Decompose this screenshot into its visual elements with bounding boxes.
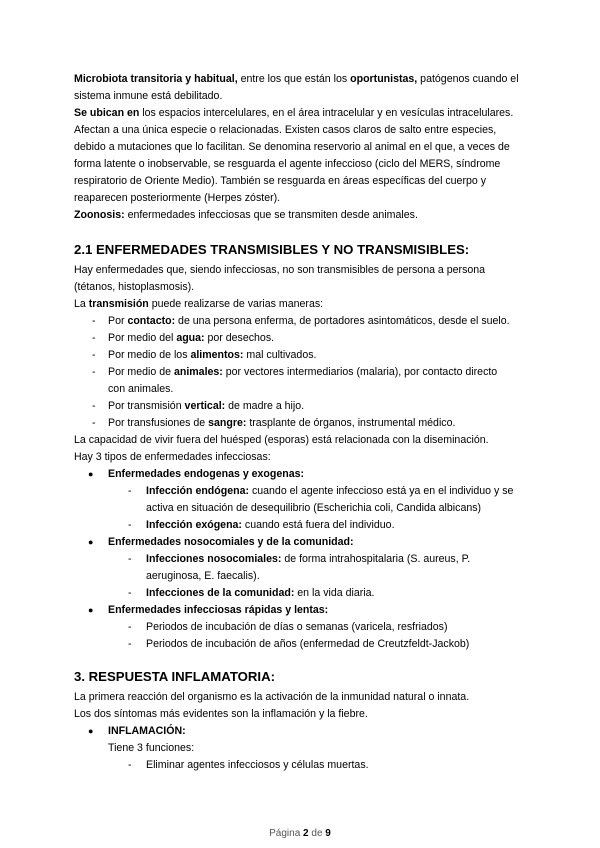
intro-line-3: Se ubican en los espacios intercelulares, en el área intracelular y en vesículas intracelulares. [74,107,514,119]
bullet-rapidas-lentas: Enfermedades infecciosas rápidas y lentas: [108,604,329,616]
s2-p1: Hay enfermedades que, siendo infecciosas, no son transmisibles de persona a persona [74,264,486,276]
dash-marker: - [128,759,132,771]
section-3-heading: 3. RESPUESTA INFLAMATORIA: [74,669,275,684]
list-item: Por transfusiones de sangre: trasplante de órganos, instrumental médico. [108,417,456,429]
s2-p2: (tétanos, histoplasmosis). [74,281,195,293]
list-item-continuation: con animales. [108,383,174,395]
dash-marker: - [92,417,96,429]
sub-item-nosocomiales: Infecciones nosocomiales: de forma intrahospitalaria (S. aureus, P. [146,553,471,565]
list-item: Por contacto: de una persona enferma, de portadores asintomáticos, desde el suelo. [108,315,510,327]
bullet-marker: ● [88,605,94,615]
zoonosis-line: Zoonosis: enfermedades infecciosas que se transmiten desde animales. [74,209,418,221]
list-item: Por medio de animales: por vectores intermediarios (malaria), por contacto directo [108,366,498,378]
list-item: Por medio de los alimentos: mal cultivados. [108,349,317,361]
s2-p3: La transmisión puede realizarse de varias maneras: [74,298,324,310]
bullet-endogenas: Enfermedades endogenas y exogenas: [108,468,305,480]
bullet-marker: ● [88,726,94,736]
sub-item-dias: Periodos de incubación de días o semanas (varicela, resfriados) [146,621,448,633]
s2-p5: Hay 3 tipos de enfermedades infecciosas: [74,451,271,463]
dash-marker: - [128,485,132,497]
sub-item-exogena: Infección exógena: cuando está fuera del individuo. [146,519,395,531]
dash-marker: - [92,400,96,412]
dash-marker: - [128,638,132,650]
dash-marker: - [92,366,96,378]
sub-item-endogena: Infección endógena: cuando el agente infeccioso está ya en el individuo y se [146,485,514,497]
list-item: Por medio del agua: por desechos. [108,332,275,344]
intro-line-1: Microbiota transitoria y habitual, entre los que están los oportunistas, patógenos cuando el [74,73,519,85]
inflamacion-text: Tiene 3 funciones: [108,742,195,754]
s3-p2: Los dos síntomas más evidentes son la inflamación y la fiebre. [74,708,368,720]
sub-item-eliminar: Eliminar agentes infecciosos y células muertas. [146,759,369,771]
dash-marker: - [128,587,132,599]
page-footer: Página 2 de 9 [269,828,331,839]
sub-item-nosocomiales-cont: aeruginosa, E. faecalis). [146,570,260,582]
bullet-marker: ● [88,537,94,547]
bullet-marker: ● [88,469,94,479]
s2-p4: La capacidad de vivir fuera del huésped (esporas) está relacionada con la diseminación. [74,434,489,446]
section-2-heading: 2.1 ENFERMEDADES TRANSMISIBLES Y NO TRANSMISIBLES: [74,242,470,257]
intro-line-8: reaparecen posteriormente (Herpes zóster). [74,192,281,204]
intro-line-2: sistema inmune está debilitado. [74,90,223,102]
dash-marker: - [128,519,132,531]
dash-marker: - [128,621,132,633]
s3-p1: La primera reacción del organismo es la activación de la inmunidad natural o innata. [74,691,470,703]
intro-line-5: debido a mutaciones que lo facilitan. Se denomina reservorio al animal en el que, a veces de [74,141,510,153]
dash-marker: - [92,332,96,344]
dash-marker: - [128,553,132,565]
list-item: Por transmisión vertical: de madre a hijo. [108,400,305,412]
sub-item-comunidad: Infecciones de la comunidad: en la vida diaria. [146,587,375,599]
dash-marker: - [92,349,96,361]
intro-line-6: forma latente o inobservable, se resguarda el agente infeccioso (ciclo del MERS, síndrome [74,158,501,170]
intro-line-4: Afectan a una única especie o relacionadas. Existen casos claros de salto entre especies, [74,124,497,136]
intro-line-7: respiratorio de Oriente Medio). También se resguarda en áreas específicas del cuerpo y [74,175,487,187]
bullet-nosocomiales: Enfermedades nosocomiales y de la comunidad: [108,536,354,548]
sub-item-anos: Periodos de incubación de años (enfermedad de Creutzfeldt-Jackob) [146,638,470,650]
dash-marker: - [92,315,96,327]
sub-item-endogena-cont: activa en situación de desequilibrio (Escherichia coli, Candida albicans) [146,502,482,514]
bullet-inflamacion: INFLAMACIÓN: [108,725,186,737]
